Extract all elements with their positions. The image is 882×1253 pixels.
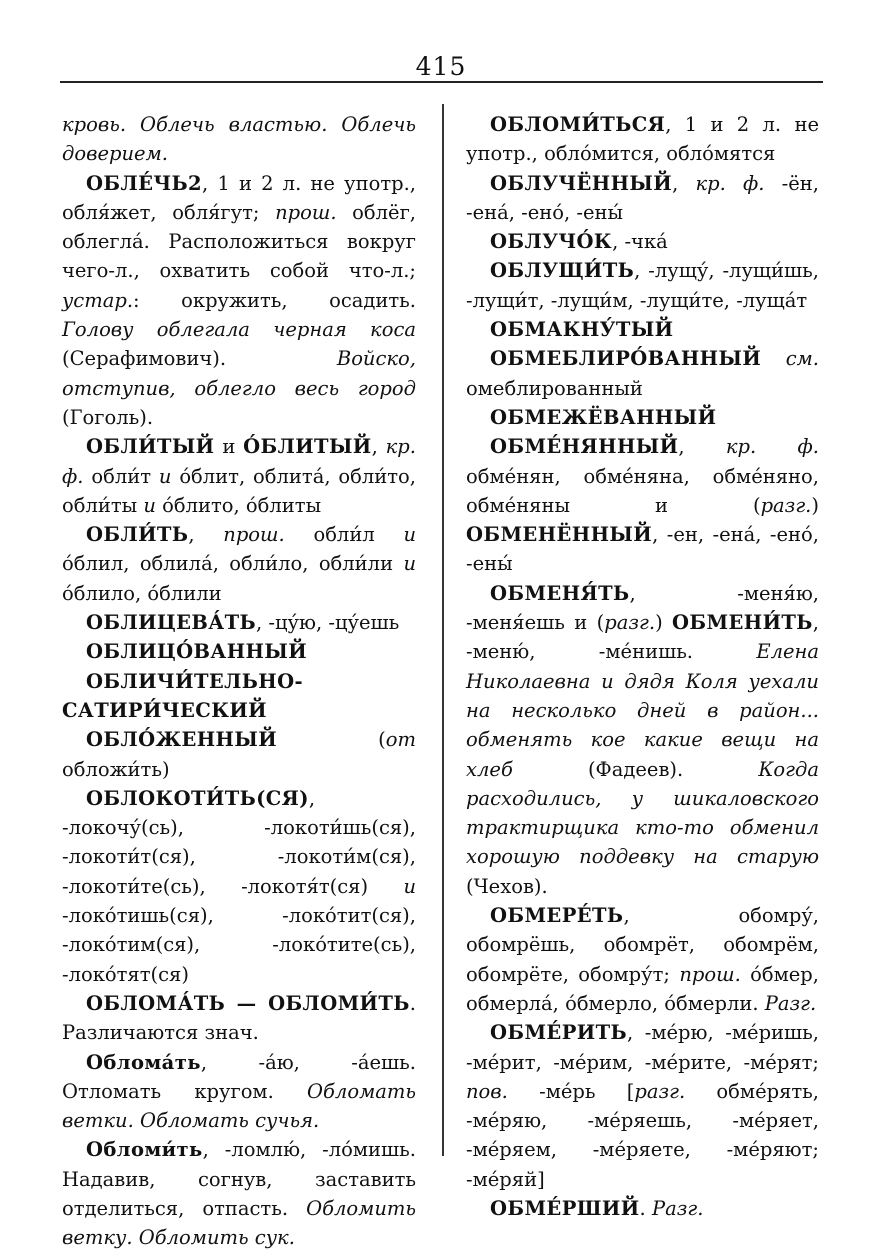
- dictionary-entry: [466, 1018, 819, 1194]
- entry-headword: ОБЛИЦО́ВАННЫЙ: [86, 640, 308, 664]
- entry-text: , -лущу́, -лущи́шь, -лущи́т, -лущи́м, -лущи́те, -луща́т: [466, 259, 819, 312]
- entry-italic-text: и: [403, 874, 416, 898]
- entry-text: о́блило, о́блили: [62, 581, 222, 605]
- entry-text: о́бмер, обмерла́, о́бмерло, о́бмерли.: [466, 962, 819, 1015]
- entry-headword: Обломи́ть: [86, 1138, 203, 1162]
- entry-text: , 1 и 2 л. не употр., обло́мится, обло́мятся: [466, 113, 819, 166]
- entry-headword: ОБЛЕ́ЧЬ2: [86, 171, 203, 195]
- dictionary-entry: [466, 256, 819, 315]
- dictionary-entry: [62, 520, 416, 608]
- dictionary-entry: [62, 725, 416, 784]
- entry-text: обме́нян, обме́нянa, обме́няно, обме́няны и (: [466, 464, 819, 517]
- entry-text: -локо́тишь(ся), -локо́тит(ся), -локо́тим(ся), -локо́тите(сь), -локо́тят(ся): [62, 904, 416, 986]
- entry-text: , -а́ю, -а́ешь. Отломать кругом.: [62, 1050, 416, 1103]
- entry-text: о́блил, облила́, обли́ло, обли́ли: [62, 552, 404, 576]
- entry-headword: ОБЛОМА́ТЬ — ОБЛОМИ́ТЬ: [86, 991, 410, 1015]
- entry-text: омеблированный: [466, 376, 643, 400]
- entry-text: ): [655, 611, 673, 635]
- entry-text: обме́рять, -ме́ряю, -ме́ряешь, -ме́ряет, -ме́ряем, -ме́ряете, -ме́ряют; -ме́ряй]: [466, 1079, 819, 1191]
- entry-italic-text: пов.: [466, 1079, 508, 1103]
- entry-headword: ОБМЕ́РШИЙ: [490, 1196, 640, 1220]
- entry-text: ,: [672, 171, 696, 195]
- entry-text: ,: [678, 435, 726, 459]
- entry-headword: ОБЛИЧИ́ТЕЛЬНО-САТИРИ́ЧЕСКИЙ: [62, 669, 303, 722]
- entry-italic-text: и: [158, 464, 172, 488]
- entry-italic-text: прош.: [679, 962, 741, 986]
- entry-italic-text: и: [403, 552, 416, 576]
- entry-headword: ОБМЕ́РИТЬ: [490, 1021, 627, 1045]
- entry-text: , -чка́: [612, 230, 668, 254]
- entry-headword: ОБМЕНЯ́ТЬ: [490, 581, 630, 605]
- entry-headword: ОБМЕБЛИРО́ВАННЫЙ: [490, 347, 762, 371]
- dictionary-entry: [62, 110, 416, 169]
- entry-italic-text: и: [143, 493, 156, 517]
- entry-text: , -цу́ю, -цу́ешь: [256, 611, 400, 635]
- entry-headword: ОБМЕНИ́ТЬ: [672, 611, 813, 635]
- entry-headword: ОБЛО́ЖЕННЫЙ: [86, 728, 278, 752]
- dictionary-entry: [62, 1048, 416, 1136]
- left-column: [62, 110, 416, 1253]
- entry-text: (: [277, 728, 386, 752]
- entry-text: облёг, облегла́. Расположиться вокруг чего-л., охватить собой что-л.;: [62, 200, 416, 283]
- entry-text: о́блито, о́блиты: [155, 493, 322, 517]
- dictionary-entry: [62, 784, 416, 989]
- entry-italic-text: разг.: [634, 1079, 686, 1103]
- entry-headword: ОБМЕНЁННЫЙ: [466, 523, 653, 547]
- dictionary-entry: [466, 432, 819, 578]
- entry-text: обли́т: [83, 464, 159, 488]
- entry-text: (Чехов).: [466, 874, 548, 898]
- dictionary-entry: [62, 432, 416, 520]
- entry-italic-text: и: [403, 523, 416, 547]
- dictionary-entry: [62, 637, 416, 666]
- entry-headword: О́БЛИТЫЙ: [243, 435, 372, 459]
- entry-text: [761, 347, 786, 370]
- entry-text: : окружить, осадить.: [133, 288, 416, 312]
- entry-headword: ОБМЕЖЁВАННЫЙ: [490, 405, 717, 429]
- entry-headword: ОБЛОКОТИ́ТЬ(СЯ): [86, 786, 309, 810]
- entry-text: .: [639, 1196, 652, 1220]
- dictionary-entry: [466, 1194, 819, 1223]
- entry-italic-text: Войско, отступив, облегло весь город: [62, 347, 416, 400]
- entry-italic-text: Когда расходились, у шикаловского трактирщика кто-то обменил хорошую поддевку на старую: [466, 757, 819, 869]
- entry-italic-text: Обломить ветку. Обломить сук.: [62, 1196, 416, 1250]
- entry-italic-text: кровь. Облечь властью. Облечь доверием.: [62, 113, 416, 166]
- dictionary-entry: [466, 403, 819, 432]
- entry-italic-text: Разг.: [764, 991, 817, 1015]
- entry-headword: ОБМЕ́НЯННЫЙ: [490, 435, 679, 459]
- entry-text: обли́л: [284, 523, 404, 547]
- column-divider: [442, 104, 444, 1156]
- entry-headword: ОБЛИ́ТЫЙ: [86, 435, 215, 459]
- entry-headword: ОБЛУЩИ́ТЬ: [490, 259, 635, 283]
- entry-headword: ОБЛУЧЁННЫЙ: [490, 171, 673, 195]
- entry-text: обложи́ть): [62, 757, 170, 781]
- entry-text: (Фадеев).: [512, 757, 759, 781]
- entry-italic-text: кр. ф.: [725, 435, 819, 459]
- header-rule: [60, 81, 823, 83]
- entry-text: (Гоголь).: [62, 405, 154, 429]
- entry-text: ,: [188, 523, 224, 547]
- entry-text: , обомру́, обомрёшь, обомрёт, обомрём, обомрёте, обомру́т;: [466, 904, 819, 986]
- entry-headword: ОБМЕРЕ́ТЬ: [490, 904, 624, 928]
- entry-italic-text: от: [385, 728, 416, 752]
- entry-headword: ОБМАКНУ́ТЫЙ: [490, 318, 674, 342]
- entry-italic-text: Разг.: [651, 1196, 704, 1220]
- entry-text: , -ен, -ена́, -ено́, -ены́: [466, 523, 819, 576]
- dictionary-entry: [466, 344, 819, 403]
- entry-italic-text: см.: [785, 347, 819, 371]
- dictionary-entry: [62, 169, 416, 433]
- dictionary-entry: [466, 579, 819, 901]
- dictionary-entry: [466, 169, 819, 228]
- entry-text: -ён, -ена́, -ено́, -ены́: [466, 171, 819, 224]
- entry-text: , -локочу́(сь), -локоти́шь(ся), -локоти́т(ся), -локоти́м(ся), -локоти́те(сь), -локотя́т(ся): [62, 786, 416, 898]
- dictionary-entry: [62, 667, 416, 726]
- entry-italic-text: кр. ф.: [695, 171, 765, 195]
- dictionary-entry: [62, 989, 416, 1048]
- page-number: 415: [415, 52, 467, 81]
- entry-text: ): [811, 493, 819, 517]
- entry-headword: Облома́ть: [86, 1050, 201, 1074]
- dictionary-entry: [466, 901, 819, 1018]
- dictionary-entry: [466, 110, 819, 169]
- entry-italic-text: кр. ф.: [62, 435, 416, 488]
- entry-text: , -меню́, -ме́нишь.: [466, 611, 819, 664]
- entry-italic-text: Обломать ветки. Обломать сучья.: [62, 1079, 416, 1133]
- entry-headword: ОБЛОМИ́ТЬСЯ: [490, 113, 666, 136]
- entry-text: (Серафимович).: [62, 347, 337, 371]
- dictionary-entry: [466, 315, 819, 344]
- entry-italic-text: прош.: [275, 200, 337, 224]
- right-column: [466, 110, 819, 1223]
- entry-italic-text: разг.: [760, 493, 812, 517]
- dictionary-entry: [62, 608, 416, 637]
- dictionary-entry: [466, 227, 819, 256]
- entry-italic-text: прош.: [223, 523, 285, 547]
- entry-headword: ОБЛИ́ТЬ: [86, 523, 189, 547]
- entry-italic-text: устар.: [62, 288, 134, 312]
- dictionary-entry: [62, 1135, 416, 1252]
- entry-text: , -ме́рю, -ме́ришь, -ме́рит, -ме́рим, -ме́рите, -ме́рят;: [466, 1021, 819, 1074]
- entry-text: . Различаются знач.: [62, 991, 416, 1045]
- entry-text: , -ломлю́, -ло́мишь. Надавив, согнув, заставить отделиться, отпасть.: [62, 1138, 416, 1220]
- entry-text: и: [214, 435, 244, 459]
- entry-headword: ОБЛУЧО́К: [490, 230, 613, 254]
- entry-italic-text: разг.: [604, 611, 656, 635]
- entry-italic-text: Елена Николаевна и дядя Коля уехали на несколько дней в район... обменять кое какие вещи на хлеб: [466, 640, 819, 781]
- entry-text: , -меня́ю, -меня́ешь и (: [466, 581, 819, 635]
- entry-text: -ме́рь [: [507, 1079, 635, 1103]
- entry-text: , 1 и 2 л. не употр., обля́жет, обля́гут;: [62, 171, 416, 224]
- entry-headword: ОБЛИЦЕВА́ТЬ: [86, 611, 256, 635]
- entry-text: о́блит, облита́, обли́то, обли́ты: [62, 464, 416, 517]
- entry-italic-text: Голову облегала черная коса: [62, 318, 416, 342]
- entry-text: ,: [371, 435, 386, 459]
